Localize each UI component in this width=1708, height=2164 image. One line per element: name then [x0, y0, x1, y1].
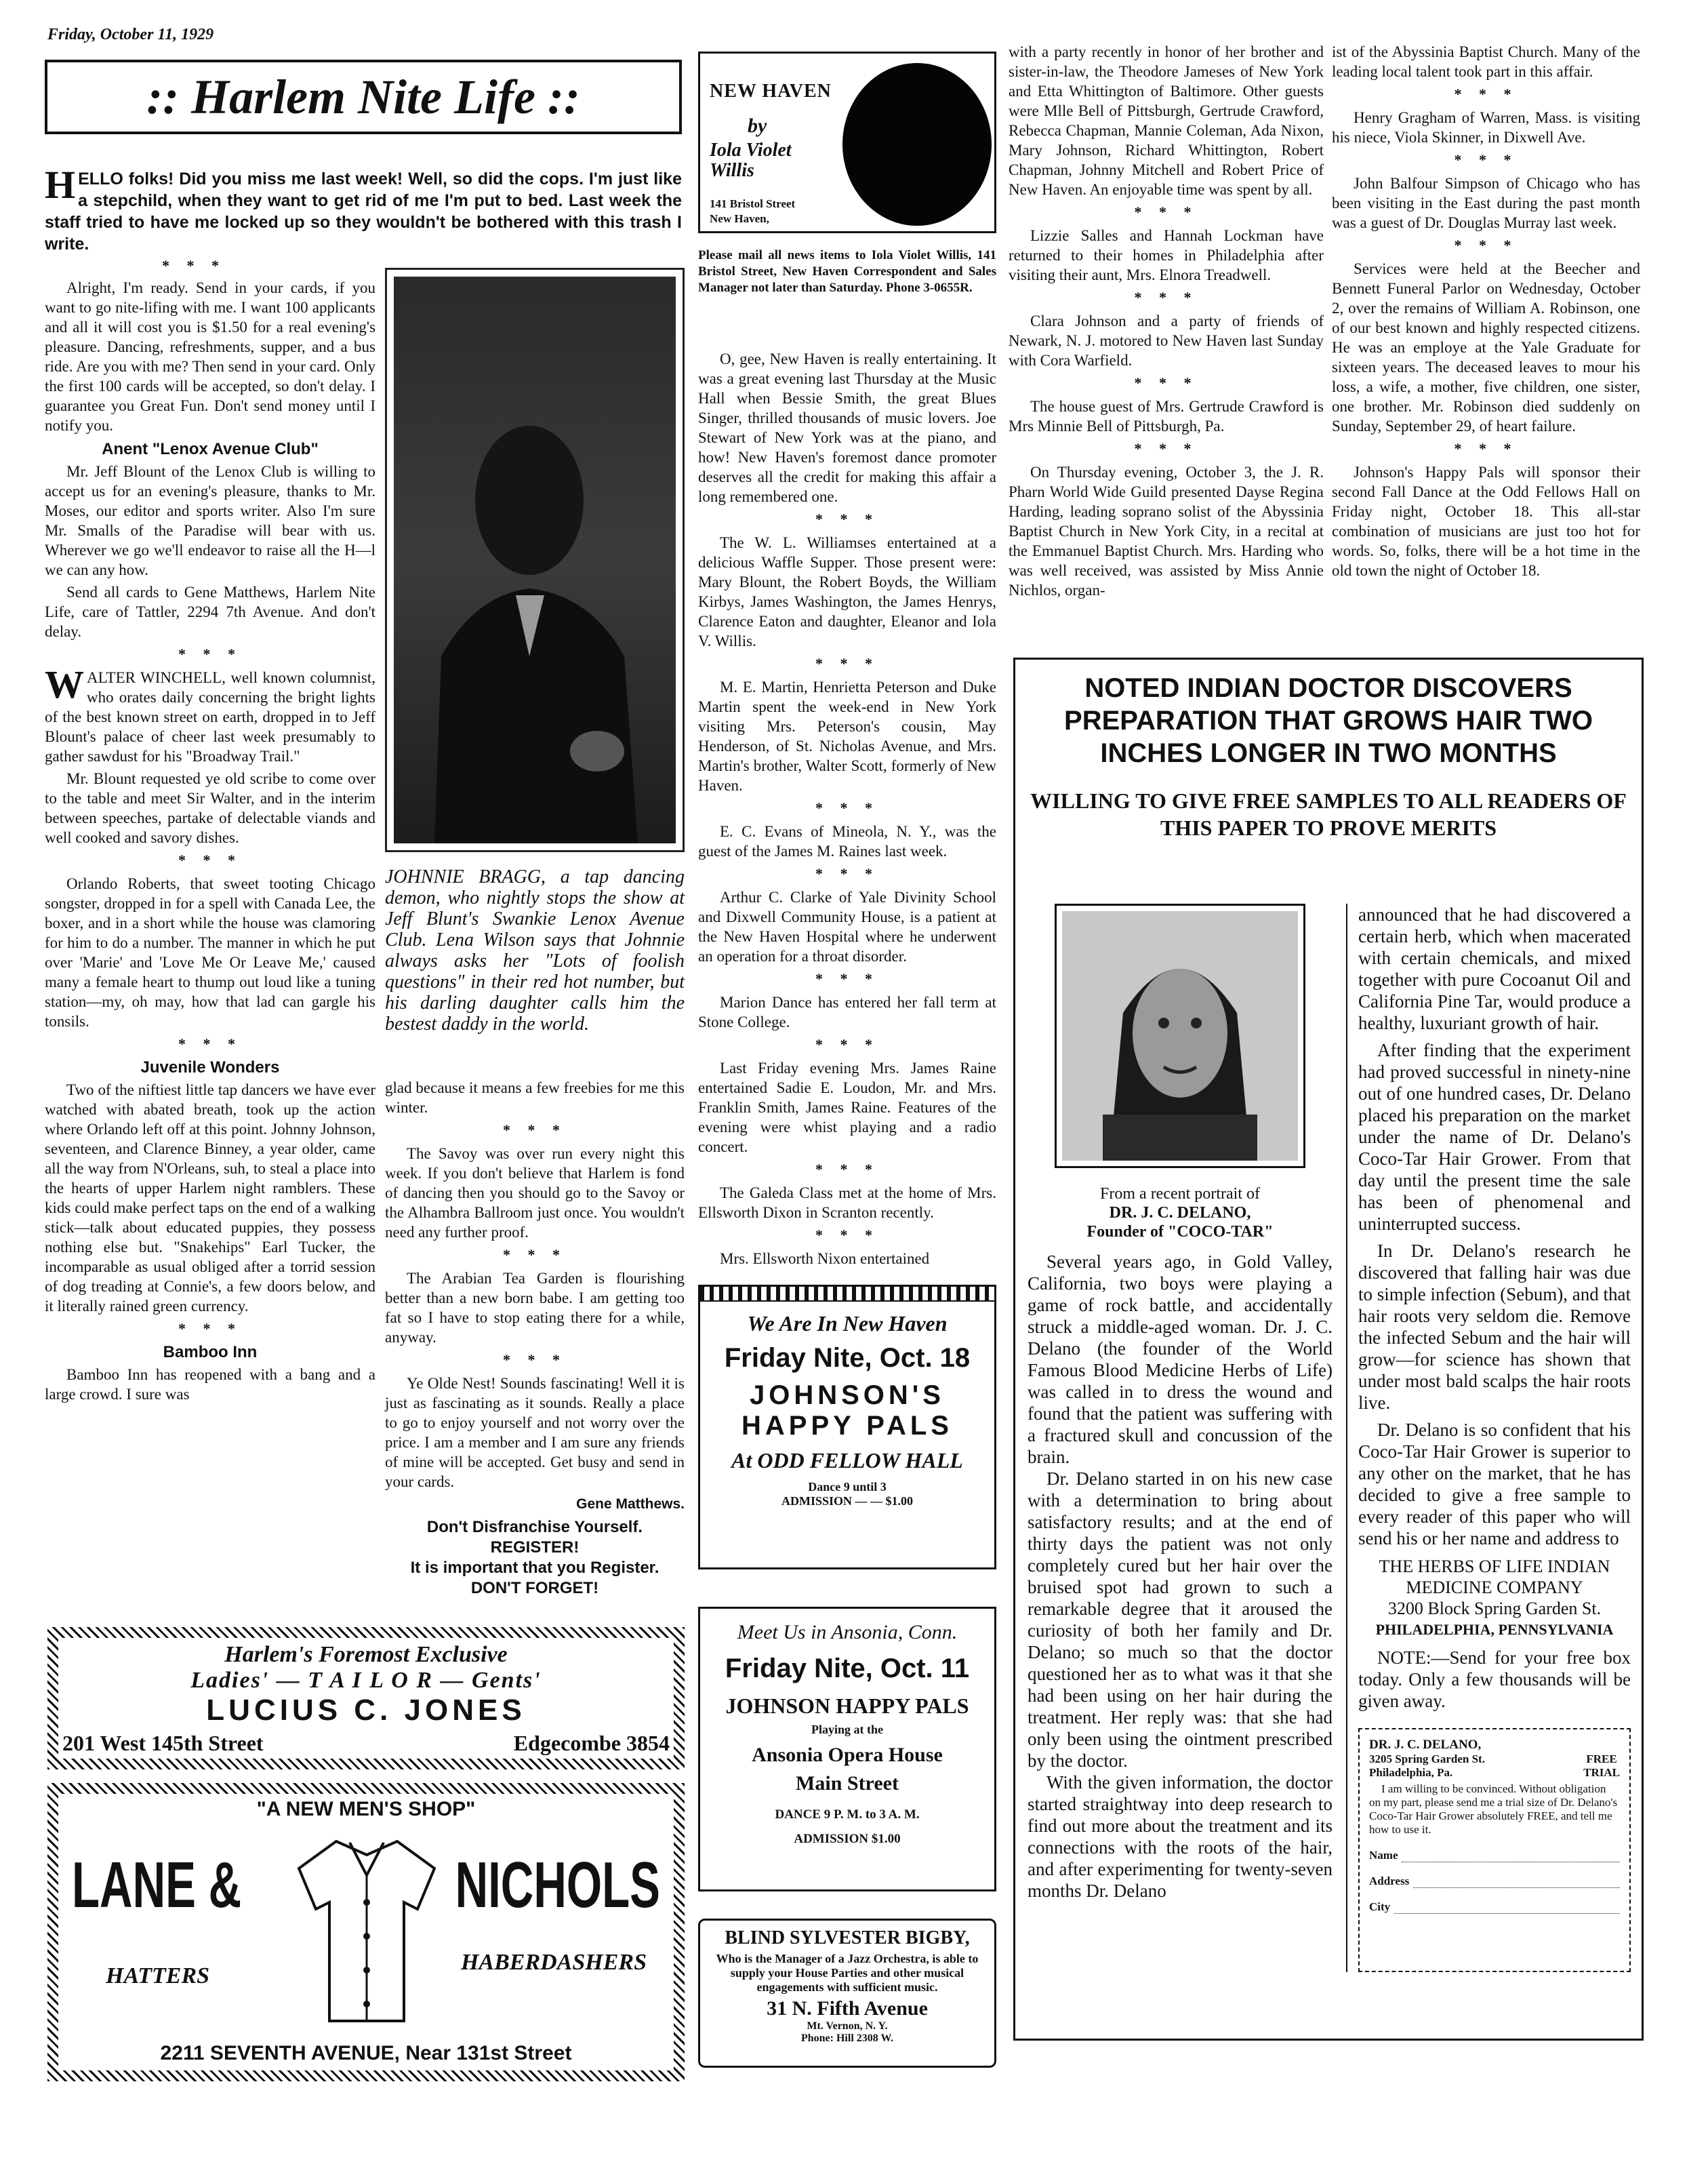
- paragraph: Orlando Roberts, that sweet tooting Chicago songster, dropped in for a spell with Canada Lee, the boxer, and in a short while the house was clamoring for him to do a number. The manner in which he put over 'Marie' and 'Love Me Or Leave Me,' caused many a female heart to thump out loud like a tuning station—my, oh may, how that lad can gargle his tonsils.: [45, 875, 375, 1030]
- date-line: Friday, October 11, 1929: [47, 26, 214, 43]
- column-4: with a party recently in honor of her brother and sister-in-law, the Theodore Jameses of New York and Etta Whittington of Baltimore. Other guests were Mlle Bell of Pittsburgh, Gertrude Crawford, Rebecca Chapman, Mannie Coleman, Ada Nixon, Mary Johnson, Richard Whittington, Robert Chapman, Johnny Mitchell and Robert Price of New Haven. An enjoyable time was spent by all. * * * Lizzie Salles and Hannah Lockman have returned to their homes in Philadelphia after visiting their aunt, Mrs. Elnora Treadwell. * * * Clara Johnson and a party of friends of Newark, N. J. motored to New Haven last Sunday with Cora Warfield. * * * The house guest of Mrs. Gertrude Crawford is Mrs Minnie Bell of Pittsburgh, Pa. * * * On Thursday evening, October 3, the J. R. Pharn World Wide Guild presented Dayse Regina Harding, leading soprano solist of the Abyssinia Baptist Church in New York City, in a recital at the Emmanuel Baptist Church. Mrs. Harding who was well received, was assisted by Miss Annie Nichlos, organ-: [1009, 43, 1324, 599]
- name-label: Name: [1369, 1849, 1398, 1862]
- news-item: Henry Gragham of Warren, Mass. is visiting his niece, Viola Skinner, in Dixwell Ave.: [1332, 109, 1640, 146]
- stars-divider: * * *: [178, 645, 242, 662]
- tailor-ad: Harlem's Foremost Exclusive Ladies' — T A I L O R — Gents' LUCIUS C. JONES 201 West 145th Street Edgecombe 3854: [47, 1627, 685, 1769]
- nite-life-column-1: [45, 278, 375, 1407]
- stars-divider: * * *: [178, 1320, 242, 1337]
- ad-subhead: WILLING TO GIVE FREE SAMPLES TO ALL READERS OF THIS PAPER TO PROVE MERITS: [1030, 788, 1627, 840]
- ad-paragraph: After finding that the experiment had proved successful in ninety-nine out of one hundred cases, Dr. Delano placed his preparation on the market under the name of Dr. Delano's Coco-Tar Hair Grower. From that day until the present time the sale has been of phenomenal and uninterrupted success.: [1358, 1040, 1631, 1234]
- paragraph: Two of the niftiest little tap dancers we have ever watched with abated breath, took up the action where Orlando left off at this point. Johnny Johnson, seventeen, and Clarence Binney, a year older, came all the way from N'Orleans, suh, to steal a place into the hearts of upper Harlem night ramblers. These kids could make perfect taps on the end of a walking stick—talk about educated puppies, they possess nothing else but. "Snakehips" Earl Tucker, the incomparable as usual obliged after a torrid session of dog treading at Connie's, a few doors below, and it literally rained green currency.: [45, 1081, 375, 1315]
- news-item: Johnson's Happy Pals will sponsor their second Fall Dance at the Odd Fellows Hall on Friday night, October 18. This all-star combination of musicians are just too hot for words. So, folks, there will be a hot time in the old town the night of October 18.: [1332, 464, 1640, 579]
- ad-paragraph: In Dr. Delano's research he discovered that falling hair was due to simple infection (Sebum), and that hair roots very seldom die. Remove the infected Sebum and the hair will grow—for science has shown that under most bald scalps the hair roots live.: [1358, 1241, 1631, 1413]
- news-item: E. C. Evans of Mineola, N. Y., was the guest of the James M. Raines last week.: [698, 823, 996, 860]
- register-notice: Don't Disfranchise Yourself. REGISTER! It is important that you Register. DON'T FORGET!: [410, 1518, 659, 1597]
- column-5: ist of the Abyssinia Baptist Church. Many of the leading local talent took part in this affair. * * * Henry Gragham of Warren, Mass. is visiting his niece, Viola Skinner, in Dixwell Ave. * * * John Balfour Simpson of Chicago who has been visiting in the East during the past month was a guest of Dr. Douglas Murray last week. * * * Services were held at the Beecher and Bennett Funeral Parlor on Wednesday, October 2, over the remains of William A. Robinson, one of our best known and highly respected citizens. He was an employe at the Yale Graduate for sixteen years. The deceased leaves to mour his loss, a wife, a mother, five children, one sister, one brother. Mr. Robinson died suddenly on Sunday, September 29, of heart failure. * * * Johnson's Happy Pals will sponsor their second Fall Dance at the Odd Fellows Hall on Friday night, October 18. This all-star combination of musicians are just too hot for words. So, folks, there will be a hot time in the old town the night of October 18.: [1332, 43, 1640, 579]
- company-address: THE HERBS OF LIFE INDIAN MEDICINE COMPANY 3200 Block Spring Garden St. PHILADELPHIA, PENNSYLVANIA: [1375, 1557, 1614, 1638]
- news-item: The Galeda Class met at the home of Mrs. Ellsworth Dixon in Scranton recently.: [698, 1184, 996, 1221]
- news-item: Clara Johnson and a party of friends of Newark, N. J. motored to New Haven last Sunday with Cora Warfield.: [1009, 313, 1324, 369]
- stars-divider: * * *: [178, 851, 242, 868]
- doctor-portrait-illustration: [1062, 911, 1298, 1161]
- new-haven-notice: Please mail all news items to Iola Violet Willis, 141 Bristol Street, New Haven Correspondent and Sales Manager not later than Saturday. Phone 3-0655R.: [698, 248, 996, 295]
- news-item: M. E. Martin, Henrietta Peterson and Duke Martin spent the week-end in New York visiting Mrs. Peterson's cousin, May Henderson, of St. Nicholas Avenue, and Mrs. Martin's brother, Walter Scott, formerly of New Haven.: [698, 679, 996, 794]
- nichols-text: NICHOLS: [455, 1849, 660, 1921]
- stars-divider: * * *: [178, 1035, 242, 1052]
- name-field[interactable]: [1402, 1850, 1620, 1862]
- city-field[interactable]: [1394, 1902, 1620, 1914]
- news-item: O, gee, New Haven is really entertaining. It was a great evening last Thursday at the Music Hall when Bessie Smith, the great Blues Singer, thrilled thousands of music lovers. Joe Stewart of New York was at the piano, and how! New Haven's foremost dance promoter deserves all the credit for making this affair a long remembered one.: [698, 350, 996, 505]
- paragraph: Ye Olde Nest! Sounds fascinating! Well it is just as fascinating as it sounds. Really a place to go to enjoy yourself and not worry over the price. I am a member and I am sure any friends of mine will be accepted. Get busy and send in your cards.: [385, 1375, 685, 1490]
- nite-life-heading-box: [45, 60, 682, 134]
- lane-nichols-ad: "A NEW MEN'S SHOP" LANE & NICHOLS HATTERS HABERDASHERS 2211 SEVENTH AVENUE, Near 131st Street: [47, 1783, 685, 2081]
- ad-headline: NOTED INDIAN DOCTOR DISCOVERS PREPARATION THAT GROWS HAIR TWO INCHES LONGER IN TWO MONTHS: [1064, 673, 1593, 768]
- paragraph: Alright, I'm ready. Send in your cards, if you want to go nite-lifing with me. I want 100 applicants and all it will cost you is $1.50 for a real evening's pleasure. Dancing, refreshments, supper, and a bus ride. Are you with me? Then send in your card. Only the first 100 cards will be accepted, so don't delay. I guarantee you Great Fun. Don't send money until I notify you.: [45, 279, 375, 434]
- news-item: Services were held at the Beecher and Bennett Funeral Parlor on Wednesday, October 2, over the remains of William A. Robinson, one of our best known and highly respected citizens. He was an employe at the Yale Graduate for sixteen years. The deceased leaves to mour his loss, a wife, a mother, five children, one sister, one brother. Mr. Robinson died suddenly on Sunday, September 29, of heart failure.: [1332, 260, 1640, 435]
- paragraph: Bamboo Inn has reopened with a bang and a large crowd. I sure was: [45, 1366, 375, 1403]
- ad-paragraph: With the given information, the doctor started straightway into deep research to find out more about the treatment and its connections with the roots of the hair, and after experimenting for twenty-seven months Dr. Delano: [1028, 1772, 1333, 1901]
- news-item: Marion Dance has entered her fall term at Stone College.: [698, 994, 996, 1030]
- paragraph: Send all cards to Gene Matthews, Harlem Nite Life, care of Tattler, 2294 7th Avenue. And don't delay.: [45, 584, 375, 640]
- ad-paragraph: announced that he had discovered a certain herb, which when macerated with certain chemicals, and mixed together with pure Cocoanut Oil and California Pine Tar, would produce a healthy, luxuriant growth of hair.: [1358, 904, 1631, 1033]
- new-haven-column: O, gee, New Haven is really entertaining. It was a great evening last Thursday at the Music Hall when Bessie Smith, the great Blues Singer, thrilled thousands of music lovers. Joe Stewart of New York was at the piano, and how! New Haven's foremost dance promoter deserves all the credit for making this affair a long remembered one. * * * The W. L. Williamses entertained at a delicious Waffle Supper. Those present were: Mary Blount, the Robert Boyds, the William Kirbys, James Washington, the James Henrys, Clarence Eaton and daughter, Eleanor and Iola V. Willis. * * * M. E. Martin, Henrietta Peterson and Duke Martin spent the week-end in New York visiting Mrs. Peterson's cousin, May Henderson, of St. Nicholas Avenue, and Mrs. Martin's brother, Walter Scott, formerly of New Haven. * * * E. C. Evans of Mineola, N. Y., was the guest of the James M. Raines last week. * * * Arthur C. Clarke of Yale Divinity School and Dixwell Community House, is a patient at the New Haven Hospital where he underwent an operation for a throat disorder. * * * Marion Dance has entered her fall term at Stone College. * * * Last Friday evening Mrs. James Raine entertained Sadie E. Loudon, Mr. and Mrs. Franklin Smith, James Raine. Features of the evening were whist playing and a radio concert. * * * The Galeda Class met at the home of Mrs. Ellsworth Dixon in Scranton recently. * * * Mrs. Ellsworth Nixon entertained: [698, 350, 996, 1267]
- new-haven-header: NEW HAVEN by Iola Violet Willis 141 Bristol Street New Haven,: [698, 52, 996, 233]
- drop-cap-w: W: [45, 662, 84, 706]
- stars-divider: * * *: [503, 1246, 567, 1263]
- nite-life-heading: :: Harlem Nite Life ::: [146, 70, 580, 124]
- drop-cap-h: H: [45, 163, 76, 207]
- author-photo: [842, 63, 992, 226]
- signature: Gene Matthews.: [576, 1496, 685, 1512]
- address-field[interactable]: [1413, 1876, 1620, 1888]
- address-label: Address: [1369, 1875, 1410, 1887]
- news-item: John Balfour Simpson of Chicago who has been visiting in the East during the past month was a guest of Dr. Douglas Murray last week.: [1332, 175, 1640, 231]
- free-trial-coupon[interactable]: DR. J. C. DELANO, 3205 Spring Garden St. Philadelphia, Pa. FREE TRIAL I am willing to be convinced. Without obligation on my part, please send me a trial size of Dr. Delano's Coco-Tar Hair Grower absolutely FREE, and tell me how to use it. Name Address City: [1358, 1728, 1631, 1972]
- nite-life-column-2: [385, 1078, 685, 1514]
- news-item: ist of the Abyssinia Baptist Church. Many of the leading local talent took part in this affair.: [1332, 43, 1640, 80]
- photo-caption: JOHNNIE BRAGG, a tap dancing demon, who nightly stops the show at Jeff Blunt's Swankie Lenox Avenue Club. Lena Wilson says that Johnnie always asks her "Lots of foolish questions" in their red hot number, but his darling daughter calls him the bestest daddy in the world.: [385, 866, 685, 1035]
- lane-text: LANE &: [72, 1849, 242, 1921]
- paragraph: glad because it means a few freebies for me this winter.: [385, 1079, 685, 1116]
- subhead-bamboo: Bamboo Inn: [163, 1343, 258, 1361]
- news-item: with a party recently in honor of her brother and sister-in-law, the Theodore Jameses of New York and Etta Whittington of Baltimore. Other guests were Mlle Bell of Pittsburgh, Gertrude Crawford, Rebecca Chapman, Mannie Coleman, Ada Nixon, Mary Johnson, Richard Whittington, Robert Chapman, Johnny Mitchell and Robert Price of New Haven. An enjoyable time was spent by all.: [1009, 43, 1324, 198]
- paragraph: Mr. Jeff Blount of the Lenox Club is willing to accept us for an evening's pleasure, thanks to Mr. Moses, our editor and sports writer. Also I'm sure Mr. Smalls of the Paradise will bear with us. Wherever we go we'll endeavor to raise all the H—l we can any how.: [45, 463, 375, 578]
- news-item: Arthur C. Clarke of Yale Divinity School and Dixwell Community House, is a patient at the New Haven Hospital where he underwent an operation for a throat disorder.: [698, 889, 996, 965]
- paragraph: The Arabian Tea Garden is flourishing better than a new born babe. I am getting too fat so I have to stop eating there for a while, anyway.: [385, 1270, 685, 1346]
- dance-ad-ansonia: Meet Us in Ansonia, Conn. Friday Nite, Oct. 11 JOHNSON HAPPY PALS Playing at the Ansonia Opera House Main Street DANCE 9 P. M. to 3 A. M. ADMISSION $1.00: [698, 1607, 996, 1891]
- stars-divider: * * *: [162, 257, 226, 274]
- shirt-icon: [296, 1828, 438, 2024]
- news-item: Lizzie Salles and Hannah Lockman have returned to their homes in Philadelphia after visiting their aunt, Mrs. Elnora Treadwell.: [1009, 227, 1324, 283]
- hair-grower-ad: NOTED INDIAN DOCTOR DISCOVERS PREPARATION THAT GROWS HAIR TWO INCHES LONGER IN TWO MONTHS WILLING TO GIVE FREE SAMPLES TO ALL READERS OF THIS PAPER TO PROVE MERITS From a recent portrait of DR. J. C. DELANO, Founder of "COCO-TAR" Several years ago, in Gold Valley, California, two boys were playing a game of rock battle, and accidentally struck a middle-aged woman. Dr. J. C. Delano (the founder of the World Famous Blood Medicine Herbs of Life) was called in to dress the wound and found that the patient was suffering with a fractured skull and concussion of the brain. Dr. Delano started in on his new case with a determination to bring about satisfactory results; and at the end of thirty days the patient was not only completely cured but her hair over the bruised spot had grown to such a remarkable degree that it aroused the curiosity of both her family and Dr. Delano; so much so that the doctor questioned her as to what was it that she had been using on her hair during the treatment. Her reply was: that she had only been using the ointment prescribed by the doctor. With the given information, the doctor started straightway into deep research to find out more about the treatment and its connections with the roots of the hair, and after experimenting for twenty-seven months Dr. Delano announced that he had discovered a certain herb, which when macerated with certain chemicals, and mixed together with pure Cocoanut Oil and California Pine Tar, would produce a healthy, luxuriant growth of hair. After finding that the experiment had proved successful in ninety-nine out of one hundred cases, Dr. Delano placed his preparation on the market under the name of Dr. Delano's Coco-Tar Hair Grower. From that day until the present time the sale has been of phenomenal and uninterrupted success. In Dr. Delano's research he discovered that falling hair was due to simple infection (Sebum), and that hair roots very seldom die. Remove the infected Sebum and the hair will grow—for science has shown that under most bald scalps the hair roots live. Dr. Delano is so confident that his Coco-Tar Hair Grower is superior to any other on the market, that he has decided to give a free sample to every reader of this paper who will send his or her name and address to THE HERBS OF LIFE INDIAN MEDICINE COMPANY 3200 Block Spring Garden St. PHILADELPHIA, PENNSYLVANIA NOTE:—Send for your free box today. Only a few thousands will be given away. DR. J. C. DELANO, 3205 Spring Garden St. Philadelphia, Pa. FREE TRIAL I am willing to be convinced. Without obligation on my part, please send me a trial size of Dr. Delano's Coco-Tar Hair Grower absolutely FREE, and tell me how to use it. Name Address City: [1013, 658, 1644, 2041]
- news-item: Mrs. Ellsworth Nixon entertained: [720, 1250, 930, 1267]
- paragraph: Mr. Blount requested ye old scribe to come over to the table and meet Sir Walter, and in the interim between speeches, partake of delectable viands and well cooked and savory dishes.: [45, 770, 375, 846]
- bigby-ad: BLIND SYLVESTER BIGBY, Who is the Manager of a Jazz Orchestra, is able to supply your House Parties and other musical engagements with sufficient music. 31 N. Fifth Avenue Mt. Vernon, N. Y. Phone: Hill 2308 W.: [698, 1919, 996, 2068]
- news-item: The house guest of Mrs. Gertrude Crawford is Mrs Minnie Bell of Pittsburgh, Pa.: [1009, 398, 1324, 435]
- paragraph-winchell: WALTER WINCHELL, well known columnist, who orates daily concerning the bright lights of the best known street on earth, dropped in to Jeff Blount's palace of cheer last week presumably to gather sawdust for his "Broadway Trail.": [45, 662, 375, 765]
- stars-divider: * * *: [503, 1121, 567, 1138]
- subhead-lenox: Anent "Lenox Avenue Club": [102, 440, 319, 458]
- city-label: City: [1369, 1900, 1391, 1913]
- ad-paragraph: Dr. Delano is so confident that his Coco-Tar Hair Grower is superior to any other on the market, that he has decided to give a free sample to every reader of this paper who will send his or her name and address to: [1358, 1420, 1631, 1548]
- nite-life-intro: [45, 163, 682, 255]
- tailor-name: LUCIUS C. JONES: [206, 1694, 526, 1727]
- ad-paragraph: Dr. Delano started in on his new case with a determination to bring about satisfactory results; and at the end of thirty days the patient was not only completely cured but her hair over the bruised spot had grown to such a remarkable degree that it aroused the curiosity of both her family and Dr. Delano; so much so that the doctor questioned her as to what was it that she had been using on her hair during the treatment. Her reply was: that she had only been using the ointment prescribed by the doctor.: [1028, 1468, 1333, 1771]
- doctor-portrait: [1055, 904, 1305, 1168]
- johnnie-bragg-photo: [385, 268, 685, 852]
- news-item: Last Friday evening Mrs. James Raine entertained Sadie E. Loudon, Mr. and Mrs. Franklin Smith, James Raine. Features of the evening were whist playing and a radio concert.: [698, 1060, 996, 1155]
- news-item: On Thursday evening, October 3, the J. R. Pharn World Wide Guild presented Dayse Regina Harding, leading soprano solist of the Abyssinia Baptist Church in New York City, in a recital at the Emmanuel Baptist Church. Mrs. Harding who was well received, was assisted by Miss Annie Nichlos, organ-: [1009, 464, 1324, 599]
- dance-ad-new-haven: We Are In New Haven Friday Nite, Oct. 18 JOHNSON'S HAPPY PALS At ODD FELLOW HALL Dance 9 until 3 ADMISSION — — $1.00: [698, 1285, 996, 1569]
- stars-divider: * * *: [503, 1351, 567, 1368]
- news-item: The W. L. Williamses entertained at a delicious Waffle Supper. Those present were: Mary Blount, the Robert Boyds, the William Kirbys, James Washington, the James Henrys, Clarence Eaton and daughter, Eleanor and Iola V. Willis.: [698, 534, 996, 649]
- nite-life-intro-text: ELLO folks! Did you miss me last week! Well, so did the cops. I'm just like a stepchild, when they want to get rid of me I'm put to bed. Last week the staff tried to have me locked up so they wouldn't be bothered with this trash I write.: [45, 169, 682, 254]
- portrait-illustration: [394, 277, 676, 843]
- subhead-juvenile: Juvenile Wonders: [140, 1058, 280, 1077]
- paragraph: The Savoy was over run every night this week. If you don't believe that Harlem is fond of dancing then you should go to the Savoy or the Alhambra Ballroom just once. You wouldn't need any further proof.: [385, 1145, 685, 1241]
- ad-paragraph: Several years ago, in Gold Valley, California, two boys were playing a game of rock battle, and accidentally struck a middle-aged woman. Dr. J. C. Delano (the founder of the World Famous Blood Medicine Herbs of Life) was called in to dress the wound and found that the patient was suffering with a fractured skull and concussion of the brain.: [1028, 1251, 1333, 1467]
